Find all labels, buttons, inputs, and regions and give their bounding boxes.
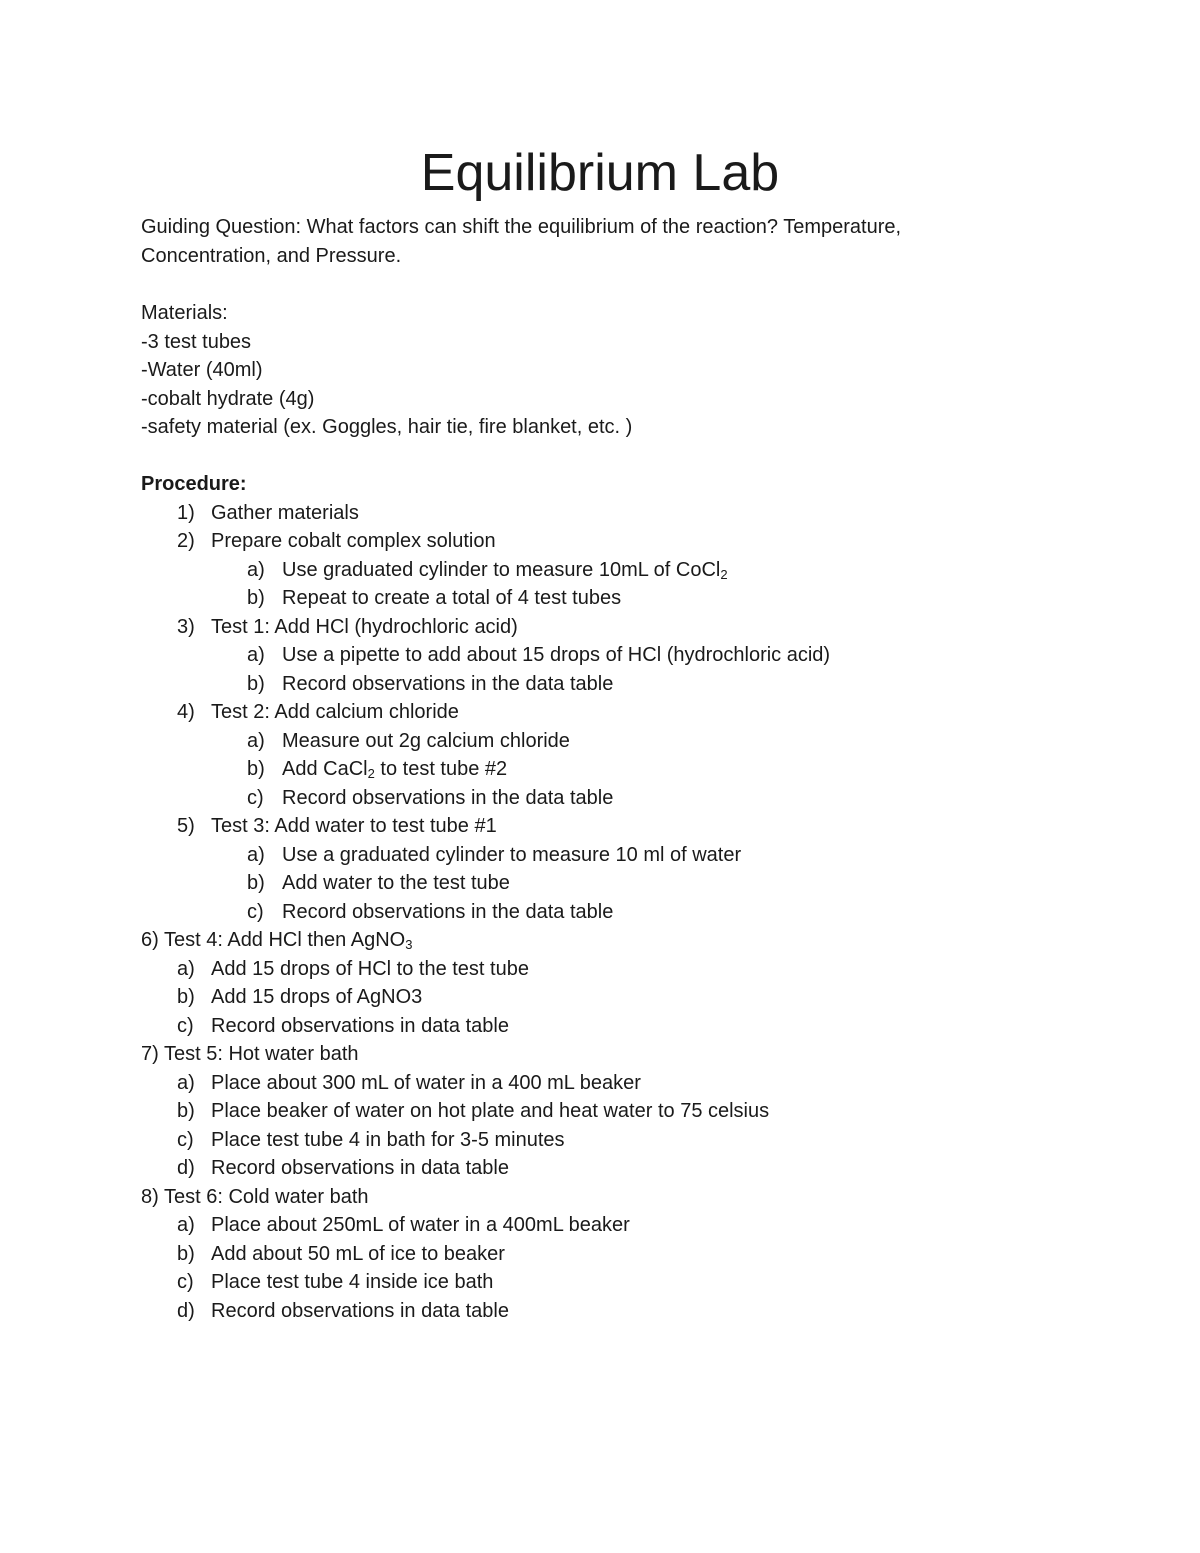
substep-text: Use a graduated cylinder to measure 10 ml of water — [282, 843, 742, 866]
step-text: Gather materials — [211, 501, 359, 524]
procedure-step — [141, 613, 1081, 642]
page-title: Equilibrium Lab — [420, 144, 780, 202]
procedure-step — [141, 527, 1081, 556]
procedure-substep — [141, 955, 1081, 984]
substep-text: Place about 250mL of water in a 400mL beaker — [211, 1214, 630, 1236]
substep-letter: b) — [247, 758, 265, 780]
procedure-substep — [141, 898, 1081, 927]
substep-text-main: Add CaCl — [282, 758, 368, 780]
substep-letter: c) — [247, 786, 264, 809]
procedure-substep — [141, 1211, 1081, 1240]
step-text-main: 6) Test 4: Add HCl then AgNO — [141, 929, 406, 951]
substep-letter: c) — [177, 1014, 194, 1037]
step-number: 3) — [177, 615, 195, 638]
procedure-substep — [141, 784, 1081, 813]
procedure-substep — [141, 1268, 1081, 1297]
substep-text: Record observations in data table — [211, 1299, 509, 1322]
substep-text: Place about 300 mL of water in a 400 mL beaker — [211, 1071, 641, 1094]
substep-text: Add about 50 mL of ice to beaker — [211, 1242, 505, 1265]
step-number: 2) — [177, 530, 195, 552]
substep-text: Record observations in the data table — [282, 900, 614, 923]
procedure-substep — [141, 1297, 1081, 1326]
step-number: 4) — [177, 701, 195, 723]
substep-text: Add 15 drops of AgNO3 — [211, 986, 423, 1008]
substep-letter: a) — [247, 558, 265, 581]
substep-text-main: Use graduated cylinder to measure 10mL of CoCl — [282, 558, 721, 581]
substep-text: Add water to the test tube — [282, 872, 510, 894]
step-text: Prepare cobalt complex solution — [211, 530, 496, 552]
materials-heading: Materials: — [141, 302, 228, 324]
substep-letter: b) — [247, 672, 265, 695]
substep-letter: c) — [177, 1271, 194, 1293]
procedure-substep — [141, 983, 1081, 1012]
substep-text: Repeat to create a total of 4 test tubes — [282, 587, 622, 609]
procedure-substep — [141, 755, 1081, 784]
step-text — [141, 926, 412, 955]
substep-text: Measure out 2g calcium chloride — [282, 729, 570, 752]
substep-text: Record observations in the data table — [282, 786, 614, 809]
procedure-substep — [141, 1069, 1081, 1098]
substep-letter: c) — [177, 1128, 194, 1151]
substep-text: Place test tube 4 inside ice bath — [211, 1271, 494, 1293]
procedure-step — [141, 1183, 1081, 1212]
procedure-substep — [141, 841, 1081, 870]
substep-text: Use a pipette to add about 15 drops of HCl (hydrochloric acid) — [282, 644, 831, 666]
substep-text: Place test tube 4 in bath for 3-5 minutes — [211, 1128, 565, 1151]
procedure-substep — [141, 1240, 1081, 1269]
procedure-substep — [141, 1097, 1081, 1126]
subscript: 2 — [720, 566, 728, 582]
step-text: Test 1: Add HCl (hydrochloric acid) — [211, 615, 518, 638]
procedure-section — [141, 470, 1081, 1325]
substep-text-tail: to test tube #2 — [374, 758, 508, 780]
subscript: 3 — [405, 937, 413, 952]
step-text: 7) Test 5: Hot water bath — [141, 1043, 359, 1065]
subscript: 2 — [367, 766, 375, 781]
substep-letter: b) — [177, 1242, 195, 1265]
procedure-step — [141, 812, 1081, 841]
substep-letter: a) — [177, 957, 195, 980]
procedure-substep — [141, 641, 1081, 670]
substep-text: Add 15 drops of HCl to the test tube — [211, 957, 529, 980]
materials-item: -Water (40ml) — [141, 359, 263, 381]
substep-text: Record observations in data table — [211, 1014, 509, 1037]
materials-item: -cobalt hydrate (4g) — [141, 387, 315, 410]
step-number: 5) — [177, 815, 195, 837]
substep-letter: d) — [177, 1299, 195, 1322]
substep-letter: b) — [247, 587, 265, 609]
step-text: Test 2: Add calcium chloride — [211, 701, 459, 723]
substep-text — [282, 755, 507, 784]
substep-text: Record observations in the data table — [282, 672, 614, 695]
procedure-substep — [141, 869, 1081, 898]
substep-text — [282, 556, 728, 585]
substep-letter: d) — [177, 1157, 195, 1179]
procedure-substep — [141, 1012, 1081, 1041]
substep-text: Record observations in data table — [211, 1157, 509, 1179]
substep-letter: b) — [247, 872, 265, 894]
materials-item: -safety material (ex. Goggles, hair tie, fire blanket, etc. ) — [141, 416, 633, 438]
procedure-substep — [141, 670, 1081, 699]
procedure-step — [141, 698, 1081, 727]
step-number: 1) — [177, 501, 195, 524]
procedure-step — [141, 1040, 1081, 1069]
substep-letter: a) — [177, 1071, 195, 1094]
substep-letter: a) — [247, 729, 265, 752]
procedure-substep — [141, 1126, 1081, 1155]
procedure-substep — [141, 556, 1081, 585]
substep-letter: c) — [247, 900, 264, 923]
substep-letter: a) — [177, 1214, 195, 1236]
substep-letter: a) — [247, 644, 265, 666]
step-text: 8) Test 6: Cold water bath — [141, 1185, 369, 1208]
guiding-question: Guiding Question: What factors can shift the equilibrium of the reaction? Temperature, Concentration, and Pressure. — [141, 216, 902, 267]
procedure-substep — [141, 1154, 1081, 1183]
substep-letter: a) — [247, 843, 265, 866]
procedure-substep — [141, 584, 1081, 613]
materials-section — [141, 299, 1041, 442]
procedure-step — [141, 499, 1081, 528]
substep-text: Place beaker of water on hot plate and heat water to 75 celsius — [211, 1100, 770, 1122]
procedure-heading: Procedure: — [141, 473, 247, 495]
step-text: Test 3: Add water to test tube #1 — [211, 815, 497, 837]
procedure-substep — [141, 727, 1081, 756]
substep-letter: b) — [177, 1100, 195, 1122]
materials-item: -3 test tubes — [141, 330, 252, 353]
substep-letter: b) — [177, 986, 195, 1008]
procedure-step — [141, 926, 1081, 955]
